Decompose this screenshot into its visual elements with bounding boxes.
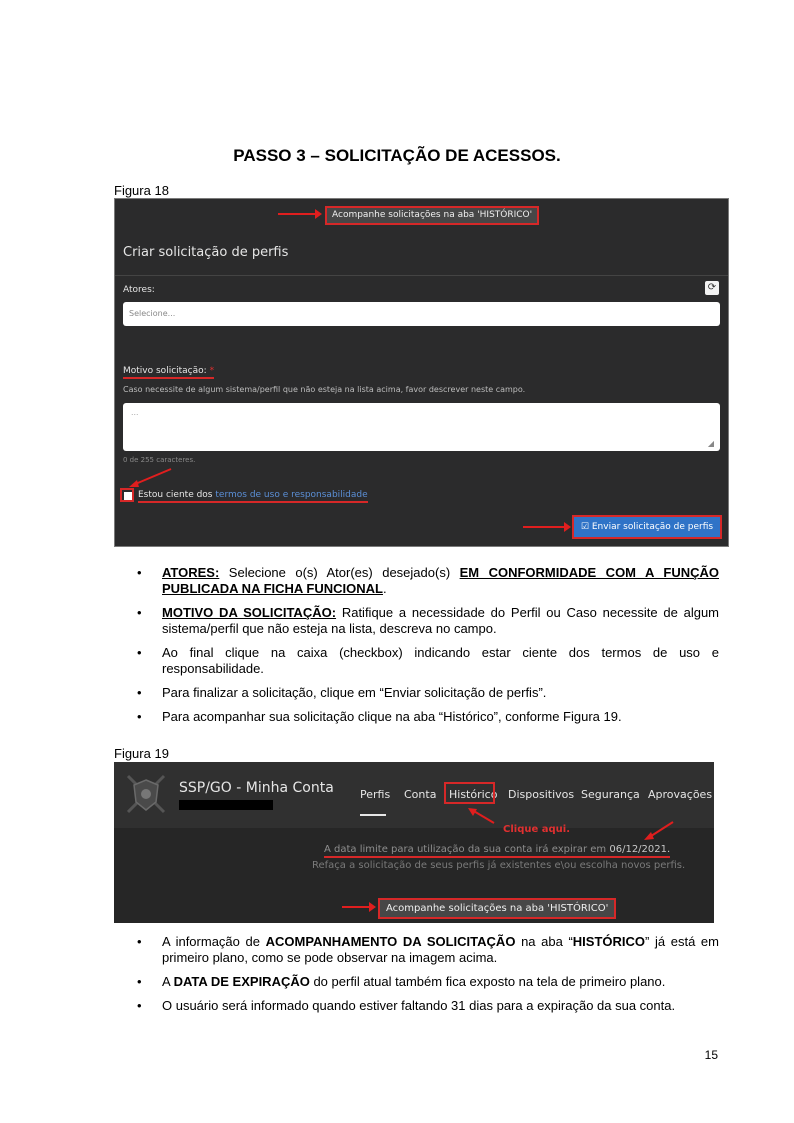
figure-18-screenshot: [114, 198, 729, 547]
info-list: [137, 934, 719, 1022]
heading-divider: [115, 275, 728, 276]
list-text: ” já está em primeiro plano, como se pode observar na imagem acima.: [162, 934, 719, 965]
shield-logo-icon: [124, 772, 168, 816]
expiry-date: 06/12/2021.: [609, 844, 671, 855]
terms-checkbox-highlight: [120, 488, 134, 502]
page-number: 15: [704, 1048, 718, 1062]
list-item: [137, 934, 719, 966]
refresh-icon[interactable]: ⟳: [705, 281, 719, 295]
required-mark: *: [209, 366, 215, 376]
arrow-to-banner: [278, 213, 316, 215]
list-item: [137, 974, 719, 990]
click-hint: Clique aqui.: [503, 824, 570, 835]
atores-select[interactable]: Selecione...: [123, 302, 720, 326]
list-text: A informação de: [162, 934, 266, 949]
list-text: A: [162, 974, 174, 989]
list-item: • Ao final clique na caixa (checkbox) indicando estar ciente dos termos de uso e responsabilidade.: [137, 645, 719, 677]
nav-tab-dispositivos[interactable]: Dispositivos: [508, 788, 575, 801]
terms-label: [138, 490, 368, 503]
list-text: Ratifique a necessidade do Perfil ou Caso necessite de algum sistema/perfil que não esteja na lista, descreva no campo.: [162, 605, 720, 636]
expiry-text: A data limite para utilização da sua conta irá expirar em: [324, 844, 607, 855]
page-title: PASSO 3 – SOLICITAÇÃO DE ACESSOS.: [233, 146, 561, 165]
list-text: do perfil atual também fica exposto na tela de primeiro plano.: [309, 974, 666, 989]
terms-prefix: Estou ciente dos: [138, 490, 213, 500]
char-count: 0 de 255 caracteres.: [123, 456, 196, 464]
historico-term: HISTÓRICO: [572, 934, 646, 949]
list-item: • O usuário será informado quando estiver faltando 31 dias para a expiração da sua conta.: [137, 998, 719, 1014]
send-request-button[interactable]: [572, 515, 722, 539]
historico-highlight: [444, 782, 498, 804]
redacted-user-name: [179, 800, 273, 810]
textarea-placeholder: ...: [131, 407, 139, 417]
motivo-help-text: Caso necessite de algum sistema/perfil que não esteja na lista acima, favor descrever neste campo.: [123, 385, 526, 394]
acompanhamento-term: ACOMPANHAMENTO DA SOLICITAÇÃO: [265, 934, 516, 949]
arrow-to-send: [523, 526, 565, 528]
instructions-list: [137, 565, 719, 733]
motivo-label: [123, 366, 214, 379]
terms-checkbox[interactable]: [124, 492, 132, 500]
arrow-to-banner-2: [342, 906, 370, 908]
atores-term: ATORES:: [162, 565, 220, 580]
send-button-label: Enviar solicitação de perfis: [591, 522, 714, 532]
expiry-notice: [324, 844, 670, 858]
list-text: na aba “: [515, 934, 573, 949]
redo-notice: Refaça a solicitação de seus perfis já existentes e\ou escolha novos perfis.: [312, 860, 686, 871]
arrow-to-date: [642, 820, 676, 842]
list-item: [137, 565, 719, 597]
figure-19-screenshot: [114, 762, 714, 923]
check-square-icon: ☑: [580, 522, 589, 532]
list-text: .: [382, 581, 387, 596]
nav-tab-historico[interactable]: Histórico: [449, 788, 498, 801]
motivo-label-text: Motivo solicitação:: [123, 366, 207, 376]
atores-label: Atores:: [123, 285, 155, 295]
brand-name[interactable]: SSP/GO - Minha Conta: [179, 780, 334, 796]
history-banner[interactable]: Acompanhe solicitações na aba 'HISTÓRICO': [325, 206, 539, 225]
form-heading: Criar solicitação de perfis: [123, 245, 289, 260]
list-item: • Para finalizar a solicitação, clique em “Enviar solicitação de perfis”.: [137, 685, 719, 701]
motivo-term: MOTIVO DA SOLICITAÇÃO:: [162, 605, 337, 620]
resize-grip-icon[interactable]: ◢: [707, 439, 714, 448]
nav-tab-seguranca[interactable]: Segurança: [581, 788, 640, 801]
nav-tab-perfis[interactable]: Perfis: [360, 788, 391, 801]
active-tab-indicator: [360, 814, 386, 816]
list-item: • Para acompanhar sua solicitação clique na aba “Histórico”, conforme Figura 19.: [137, 709, 719, 725]
arrow-to-checkbox: [125, 467, 175, 489]
ficha-term: EM CONFORMIDADE COM A FUNÇÃO PUBLICADA NA FICHA FUNCIONAL: [162, 565, 719, 596]
nav-tab-aprovacoes[interactable]: Aprovações: [648, 788, 713, 801]
figure-19-label: Figura 19: [114, 746, 169, 761]
arrow-from-hint: [466, 806, 498, 826]
expiracao-term: DATA DE EXPIRAÇÃO: [173, 974, 310, 989]
figure-18-label: Figura 18: [114, 183, 169, 198]
nav-tab-conta[interactable]: Conta: [404, 788, 437, 801]
list-text: Selecione o(s) Ator(es) desejado(s): [219, 565, 460, 580]
list-item: [137, 605, 719, 637]
terms-link[interactable]: termos de uso e responsabilidade: [215, 490, 368, 500]
motivo-textarea[interactable]: [123, 403, 720, 451]
history-banner-2[interactable]: Acompanhe solicitações na aba 'HISTÓRICO': [378, 898, 616, 919]
